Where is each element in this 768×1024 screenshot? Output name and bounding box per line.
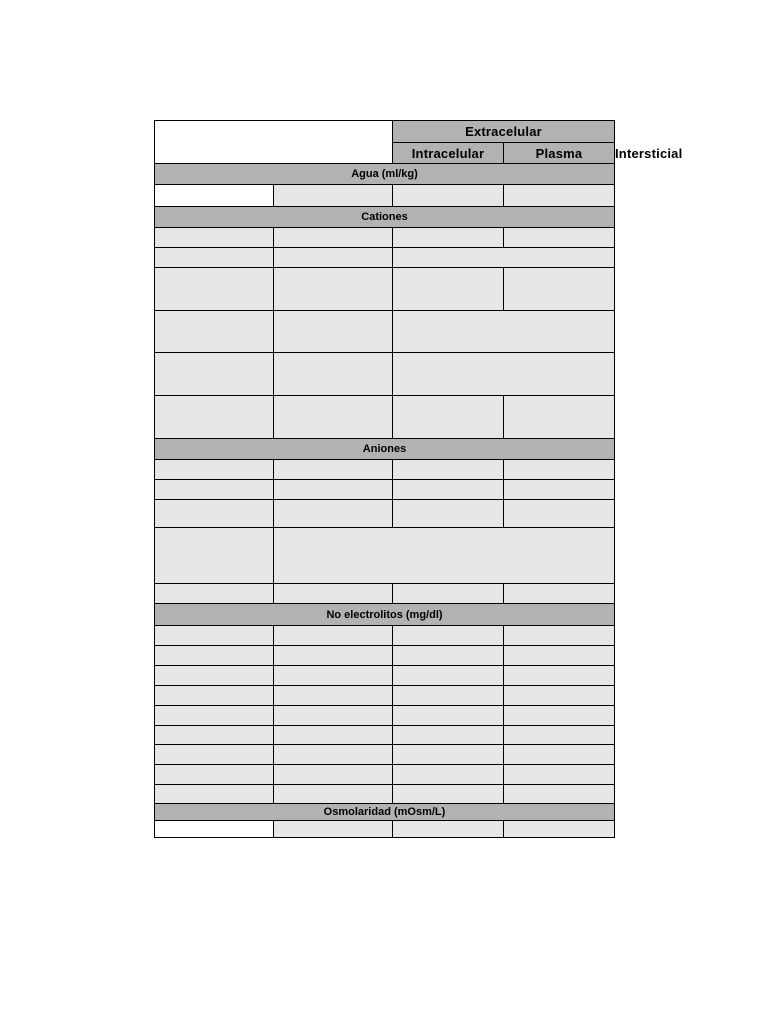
table-row (155, 528, 615, 584)
plasma-cell[interactable] (393, 500, 504, 528)
row-label-cell[interactable] (155, 268, 274, 311)
section-row-cationes (155, 207, 615, 228)
table-row (155, 500, 615, 528)
plasma-cell[interactable] (393, 706, 504, 726)
table-row (155, 353, 615, 396)
plasma-cell[interactable] (393, 268, 504, 311)
row-label-cell[interactable] (155, 396, 274, 439)
intersticial-cell[interactable] (504, 480, 615, 500)
intracelular-cell[interactable] (274, 248, 393, 268)
intracelular-cell[interactable] (274, 821, 393, 838)
table-row (155, 745, 615, 765)
plasma-cell[interactable] (393, 765, 504, 785)
row-label-cell[interactable] (155, 584, 274, 604)
plasma-cell[interactable] (393, 626, 504, 646)
plasma-cell[interactable] (393, 686, 504, 706)
row-label-cell[interactable] (155, 500, 274, 528)
intracelular-cell[interactable] (274, 268, 393, 311)
intersticial-cell[interactable] (504, 460, 615, 480)
section-row-osmolaridad (155, 804, 615, 821)
row-label-cell[interactable] (155, 626, 274, 646)
intracelular-cell[interactable] (274, 666, 393, 686)
table-row (155, 666, 615, 686)
row-label-cell[interactable] (155, 353, 274, 396)
extracelular-merged-cell[interactable] (393, 353, 615, 396)
plasma-cell[interactable] (393, 745, 504, 765)
intracelular-cell[interactable] (274, 500, 393, 528)
plasma-cell[interactable] (393, 185, 504, 207)
plasma-cell[interactable] (393, 396, 504, 439)
row-label-cell[interactable] (155, 745, 274, 765)
plasma-cell[interactable] (393, 584, 504, 604)
table-row (155, 626, 615, 646)
section-row-aniones (155, 439, 615, 460)
table-row (155, 686, 615, 706)
row-label-cell[interactable] (155, 528, 274, 584)
intracelular-cell[interactable] (274, 706, 393, 726)
intracelular-cell[interactable] (274, 311, 393, 353)
header-intracelular: Intracelular (393, 143, 504, 164)
intersticial-cell[interactable] (504, 765, 615, 785)
intracelular-cell[interactable] (274, 460, 393, 480)
intracelular-cell[interactable] (274, 185, 393, 207)
intersticial-cell[interactable] (504, 228, 615, 248)
row-label-cell[interactable] (155, 706, 274, 726)
section-cationes: Cationes (155, 207, 615, 228)
plasma-cell[interactable] (393, 726, 504, 745)
extracelular-merged-cell[interactable] (393, 248, 615, 268)
row-label-cell[interactable] (155, 821, 274, 838)
table-row (155, 396, 615, 439)
intersticial-cell[interactable] (504, 584, 615, 604)
section-agua: Agua (ml/kg) (155, 164, 615, 185)
row-label-cell[interactable] (155, 785, 274, 804)
table-row (155, 726, 615, 745)
header-row-top (155, 121, 615, 143)
table-row (155, 311, 615, 353)
merged-value-cell[interactable] (274, 528, 615, 584)
intracelular-cell[interactable] (274, 584, 393, 604)
row-label-cell[interactable] (155, 726, 274, 745)
row-label-cell[interactable] (155, 460, 274, 480)
section-aniones: Aniones (155, 439, 615, 460)
header-extracelular: Extracelular (393, 121, 615, 143)
section-row-no-electrolitos (155, 604, 615, 626)
intersticial-cell[interactable] (504, 185, 615, 207)
table-row (155, 584, 615, 604)
row-label-cell[interactable] (155, 248, 274, 268)
intracelular-cell[interactable] (274, 726, 393, 745)
table-row (155, 268, 615, 311)
row-label-cell[interactable] (155, 666, 274, 686)
fluid-compartments-table (154, 120, 683, 838)
row-label-cell[interactable] (155, 686, 274, 706)
table-row (155, 228, 615, 248)
intersticial-cell[interactable] (504, 726, 615, 745)
intersticial-cell[interactable] (504, 666, 615, 686)
plasma-cell[interactable] (393, 666, 504, 686)
table-row (155, 785, 615, 804)
header-row-bottom: Intracelular Plasma Intersticial (155, 143, 615, 164)
row-label-cell[interactable] (155, 228, 274, 248)
plasma-cell[interactable] (393, 480, 504, 500)
intersticial-cell[interactable] (504, 396, 615, 439)
intersticial-cell[interactable] (504, 500, 615, 528)
intersticial-cell[interactable] (504, 626, 615, 646)
intracelular-cell[interactable] (274, 765, 393, 785)
row-label-cell[interactable] (155, 646, 274, 666)
plasma-cell[interactable] (393, 228, 504, 248)
plasma-cell[interactable] (393, 646, 504, 666)
plasma-cell[interactable] (393, 821, 504, 838)
intracelular-cell[interactable] (274, 646, 393, 666)
intersticial-cell[interactable] (504, 785, 615, 804)
intracelular-cell[interactable] (274, 745, 393, 765)
row-label-cell[interactable] (155, 480, 274, 500)
section-row-agua (155, 164, 615, 185)
table-row (155, 248, 615, 268)
row-label-cell[interactable] (155, 185, 274, 207)
intersticial-cell[interactable] (504, 686, 615, 706)
intracelular-cell[interactable] (274, 626, 393, 646)
row-label-cell[interactable] (155, 765, 274, 785)
header-empty-corner (155, 121, 393, 164)
intersticial-cell[interactable] (504, 706, 615, 726)
intracelular-cell[interactable] (274, 785, 393, 804)
table-row (155, 460, 615, 480)
intracelular-cell[interactable] (274, 228, 393, 248)
intersticial-cell[interactable] (504, 646, 615, 666)
intersticial-cell[interactable] (504, 745, 615, 765)
table-row (155, 480, 615, 500)
table-row (155, 706, 615, 726)
intersticial-cell[interactable] (504, 268, 615, 311)
intracelular-cell[interactable] (274, 396, 393, 439)
intracelular-cell[interactable] (274, 353, 393, 396)
row-label-cell[interactable] (155, 311, 274, 353)
table-row (155, 821, 615, 838)
table-row (155, 646, 615, 666)
intersticial-cell[interactable] (504, 821, 615, 838)
plasma-cell[interactable] (393, 785, 504, 804)
intracelular-cell[interactable] (274, 480, 393, 500)
table-row (155, 765, 615, 785)
intracelular-cell[interactable] (274, 686, 393, 706)
plasma-cell[interactable] (393, 460, 504, 480)
header-plasma: Plasma (504, 143, 615, 164)
section-osmolaridad: Osmolaridad (mOsm/L) (155, 804, 615, 821)
extracelular-merged-cell[interactable] (393, 311, 615, 353)
section-no-electrolitos: No electrolitos (mg/dl) (155, 604, 615, 626)
table-row (155, 185, 615, 207)
